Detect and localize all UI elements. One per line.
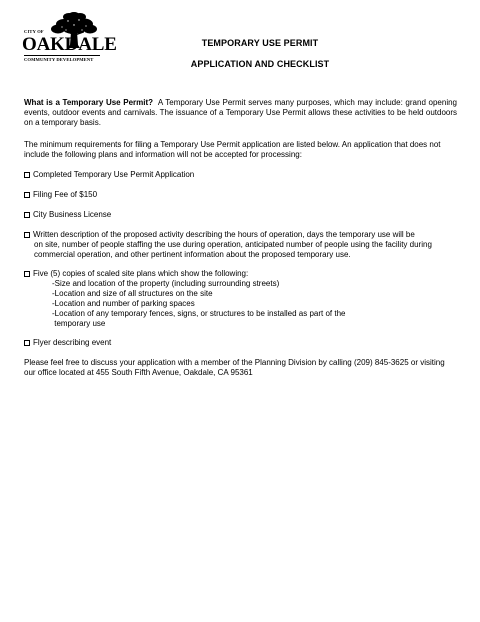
checkbox[interactable] <box>24 192 30 198</box>
checklist-item <box>24 210 457 220</box>
intro-paragraph <box>24 98 457 128</box>
oakdale-logo <box>22 12 117 68</box>
checklist-item-text: Completed Temporary Use Permit Application <box>33 170 195 179</box>
requirements-paragraph: The minimum requirements for filing a Temporary Use Permit application are listed below. An application that does not include the following plans and information will not be accepted for processing: <box>24 140 441 159</box>
closing-paragraph: Please feel free to discuss your application with a member of the Planning Division by calling (209) 845-3625 or visiting our office located at 455 South Fifth Avenue, Oakdale, CA 95361 <box>24 358 445 377</box>
checklist-item-continuation: on site, number of people staffing the use during operation, anticipated number of people using the facility during commercial operation, and other pertinent information about the proposed temporary use. <box>34 240 432 259</box>
checkbox[interactable] <box>24 212 30 218</box>
site-plan-sublist <box>52 279 432 329</box>
logo-divider <box>24 55 100 56</box>
site-plan-subitem: -Location of any temporary fences, signs, or structures to be installed as part of the <box>52 309 346 318</box>
logo-city-name: OAKDALE <box>22 34 117 55</box>
checklist-item <box>24 230 457 260</box>
checkbox[interactable] <box>24 340 30 346</box>
intro-text: A Temporary Use Permit serves many purposes, which may include: grand opening events, outdoor events and carnivals. The issuance of a Temporary Use Permit allows these activities to be held outdoors on a temporary basis. <box>24 98 457 127</box>
checkbox[interactable] <box>24 271 30 277</box>
checklist-item <box>24 269 457 279</box>
checklist-item-text: Written description of the proposed activity describing the hours of operation, days the temporary use will be <box>33 230 415 239</box>
intro-question: What is a Temporary Use Permit? <box>24 98 154 107</box>
site-plan-subitem: temporary use <box>52 319 106 328</box>
checklist-item <box>24 170 457 180</box>
checklist-item <box>24 338 457 348</box>
document-title: TEMPORARY USE PERMIT <box>201 38 319 48</box>
checkbox[interactable] <box>24 172 30 178</box>
checklist-item-text: Filing Fee of $150 <box>33 190 98 199</box>
checkbox[interactable] <box>24 232 30 238</box>
site-plan-subitem: -Location and number of parking spaces <box>52 299 195 308</box>
logo-department: COMMUNITY DEVELOPMENT <box>24 57 94 62</box>
site-plan-subitem: -Location and size of all structures on the site <box>52 289 213 298</box>
checklist-item <box>24 190 457 200</box>
checklist-item-text: City Business License <box>33 210 112 219</box>
checklist-item-text: Flyer describing event <box>33 338 112 347</box>
checklist-item-text: Five (5) copies of scaled site plans which show the following: <box>33 269 249 278</box>
document-subtitle: APPLICATION AND CHECKLIST <box>190 59 330 69</box>
site-plan-subitem: -Size and location of the property (including surrounding streets) <box>52 279 280 288</box>
logo-city-of: CITY OF <box>24 29 44 34</box>
